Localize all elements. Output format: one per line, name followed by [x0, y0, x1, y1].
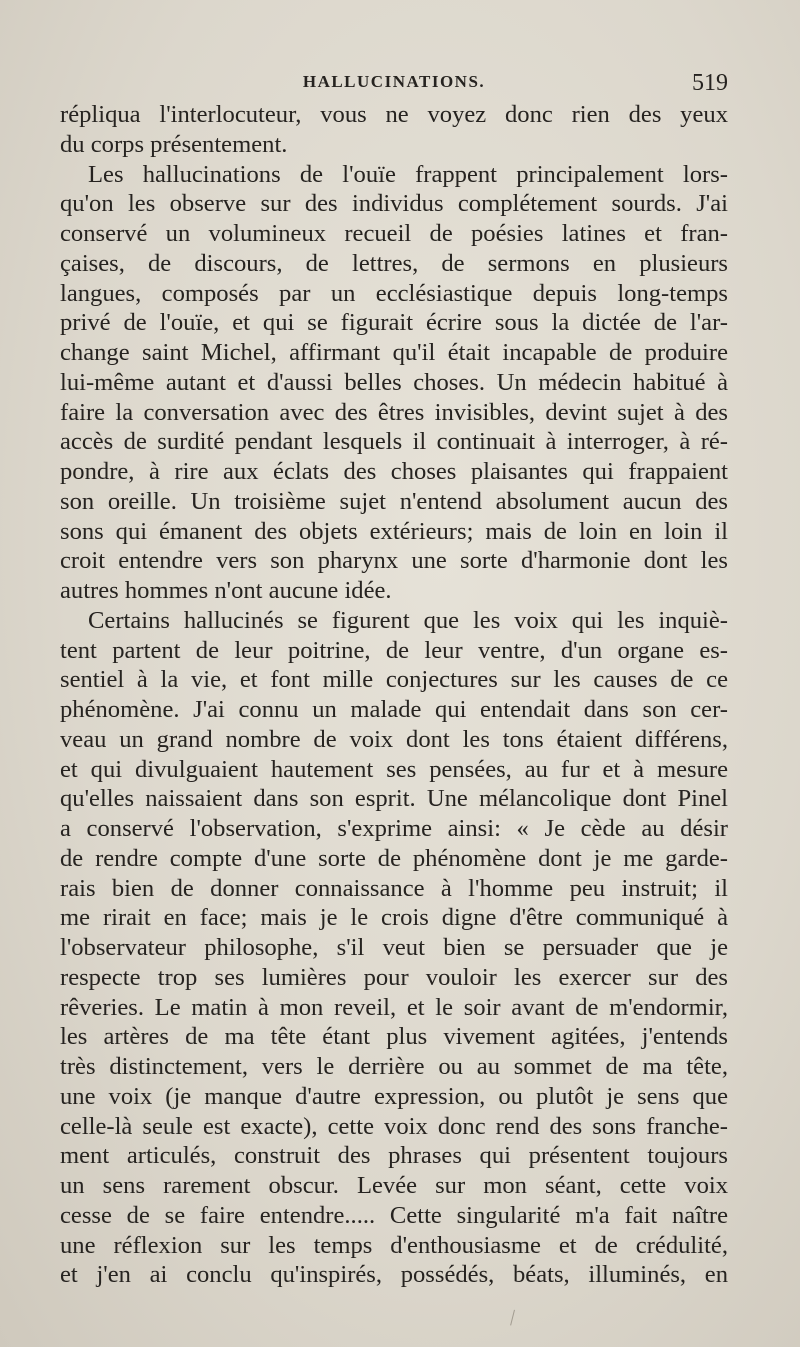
text-line: phénomène. J'ai connu un malade qui entendait dans son cer- — [60, 696, 728, 723]
text-line: du corps présentement. — [60, 130, 288, 158]
text-line: cesse de se faire entendre..... Cette singularité m'a fait naître — [60, 1201, 728, 1229]
text-line: langues, composés par un ecclésiastique depuis long-temps — [60, 279, 728, 307]
text-line: sentiel à la vie, et font mille conjectures sur les causes de ce — [60, 666, 728, 694]
text-line: faire la conversation avec des êtres invisibles, devint sujet à des — [60, 398, 728, 426]
text-line: me rirait en face; mais je le crois digne d'être communiqué à — [60, 904, 728, 932]
text-line: une voix (je manque d'autre expression, ou plutôt je sens que — [60, 1082, 728, 1110]
text-line: celle-là seule est exacte), cette voix donc rend des sons franche- — [60, 1112, 728, 1140]
text-line: çaises, de discours, de lettres, de sermons en plusieurs — [60, 249, 728, 277]
text-line: un sens rarement obscur. Levée sur mon séant, cette voix — [60, 1172, 728, 1199]
text-line: tent partent de leur poitrine, de leur ventre, d'un organe es- — [60, 636, 728, 664]
text-line: pondre, à rire aux éclats des choses plaisantes qui frappaient — [60, 458, 728, 485]
page-number: 519 — [692, 70, 728, 96]
text-line: croit entendre vers son pharynx une sorte d'harmonie dont les — [60, 547, 728, 575]
text-line: qu'elles naissaient dans son esprit. Une mélancolique dont Pinel — [60, 785, 728, 813]
paper-speck — [510, 1310, 518, 1326]
text-line: les artères de ma tête étant plus vivement agitées, j'entends — [60, 1023, 728, 1051]
text-line: autres hommes n'ont aucune idée. — [60, 577, 392, 604]
body-text — [60, 100, 728, 1290]
text-line: rais bien de donner connaissance à l'homme peu instruit; il — [60, 874, 728, 902]
text-line: ment articulés, construit des phrases qui présentent toujours — [60, 1142, 728, 1170]
text-line: change saint Michel, affirmant qu'il était incapable de produire — [60, 339, 728, 366]
text-line: très distinctement, vers le derrière ou au sommet de ma tête, — [60, 1053, 728, 1080]
text-line: et j'en ai conclu qu'inspirés, possédés, béats, illuminés, en — [60, 1261, 728, 1289]
text-line: respecte trop ses lumières pour vouloir les exercer sur des — [60, 963, 728, 991]
text-line: privé de l'ouïe, et qui se figurait écrire sous la dictée de l'ar- — [60, 309, 728, 337]
text-line: a conservé l'observation, s'exprime ainsi: « Je cède au désir — [60, 815, 728, 842]
text-line: lui-même autant et d'aussi belles choses. Un médecin habitué à — [60, 368, 728, 396]
text-line: répliqua l'interlocuteur, vous ne voyez donc rien des yeux — [60, 101, 728, 128]
text-line: Certains hallucinés se figurent que les voix qui les inquiè- — [88, 606, 728, 634]
text-line: son oreille. Un troisième sujet n'entend absolument aucun des — [60, 487, 728, 515]
text-line: veau un grand nombre de voix dont les tons étaient différens, — [60, 725, 728, 753]
text-line: accès de surdité pendant lesquels il continuait à interroger, à ré- — [60, 428, 728, 456]
page-header — [60, 70, 728, 104]
text-line: rêveries. Le matin à mon reveil, et le soir avant de m'endormir, — [60, 993, 728, 1021]
text-line: une réflexion sur les temps d'enthousiasme et de crédulité, — [60, 1231, 728, 1259]
text-line: qu'on les observe sur des individus complétement sourds. J'ai — [60, 190, 728, 218]
text-line: l'observateur philosophe, s'il veut bien se persuader que je — [60, 934, 728, 961]
text-line: et qui divulguaient hautement ses pensées, au fur et à mesure — [60, 755, 728, 783]
text-line: Les hallucinations de l'ouïe frappent principalement lors- — [88, 160, 728, 188]
running-title: HALLUCINATIONS. — [302, 72, 486, 91]
text-line: sons qui émanent des objets extérieurs; mais de loin en loin il — [60, 517, 728, 545]
text-line: conservé un volumineux recueil de poésies latines et fran- — [60, 220, 728, 247]
text-line: de rendre compte d'une sorte de phénomène dont je me garde- — [60, 844, 728, 872]
